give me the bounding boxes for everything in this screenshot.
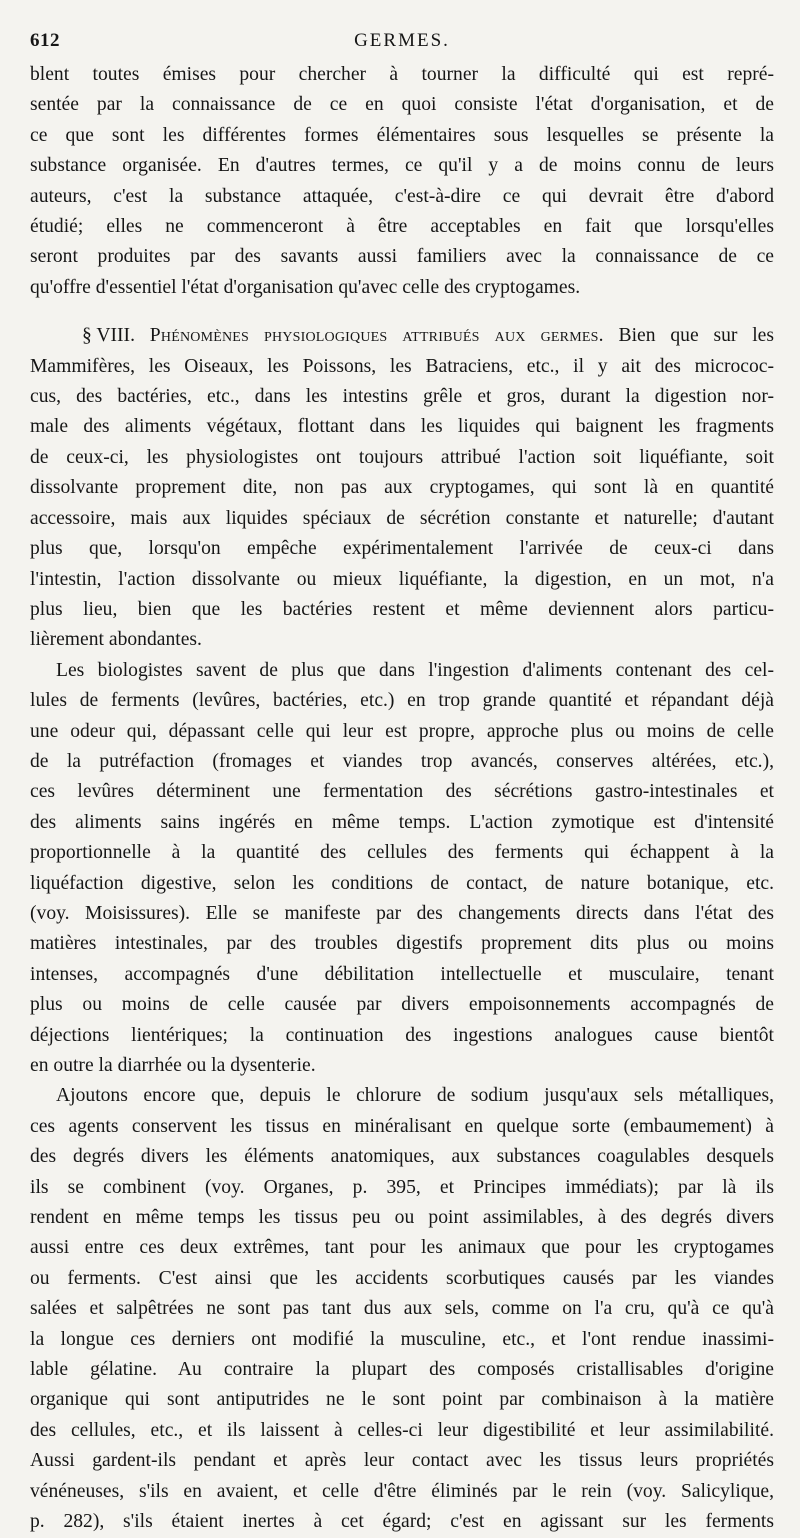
text-line: dissolvante proprement dite, non pas aux cryptogames, qui sont là en quantité — [30, 477, 774, 499]
text-line: p. 282), s'ils étaient inertes à cet égard; c'est en agissant sur les ferments — [30, 1511, 774, 1533]
paragraph-4 — [30, 1081, 774, 1537]
text-line: accessoire, mais aux liquides spéciaux de sécrétion constante et naturelle; d'autant — [30, 507, 774, 529]
text-line: une odeur qui, dépassant celle qui leur est propre, approche plus ou moins de celle — [30, 720, 774, 742]
text-line: Mammifères, les Oiseaux, les Poissons, les Batraciens, etc., il y ait des micrococ- — [30, 355, 774, 377]
text-line: ou ferments. C'est ainsi que les accidents scorbutiques causés par les viandes — [30, 1267, 774, 1289]
text-line: organique qui sont antiputrides ne le sont point par combinaison à la matière — [30, 1389, 774, 1411]
text-line: substance organisée. En d'autres termes, ce qu'il y a de moins connu de leurs — [30, 155, 774, 177]
text-line: plus lieu, bien que les bactéries restent et même deviennent alors particu- — [30, 598, 774, 620]
text-line: la longue ces derniers ont modifié la musculine, etc., et l'ont rendue inassimi- — [30, 1328, 774, 1350]
text-line: ils se combinent (voy. Organes, p. 395, et Principes immédiats); par là ils — [30, 1176, 774, 1198]
text-line: ce que sont les différentes formes élémentaires sous lesquelles se présente la — [30, 124, 774, 146]
page-header — [30, 24, 774, 58]
text-line: lable gélatine. Au contraire la plupart des composés cristallisables d'origine — [30, 1359, 774, 1381]
text-line: des aliments sains ingérés en même temps. L'action zymotique est d'intensité — [30, 811, 774, 833]
section-title: Phénomènes physiologiques attribués aux germes. — [149, 325, 604, 347]
body-text — [30, 60, 774, 1538]
text-line: Aussi gardent-ils pendant et après leur contact avec les tissus leurs propriétés — [30, 1450, 774, 1472]
text-line: salées et salpêtrées ne sont pas tant dus aux sels, comme on l'a cru, qu'à ce qu'à — [30, 1298, 774, 1320]
text-line: ces agents conservent les tissus en minéralisant en quelque sorte (embaumement) à — [30, 1115, 774, 1137]
text-line: cus, des bactéries, etc., dans les intestins grêle et gros, durant la digestion nor- — [30, 386, 774, 408]
text-line: rendent en même temps les tissus peu ou point assimilables, à des degrés divers — [30, 1207, 774, 1229]
text-line: étudié; elles ne commenceront à être acceptables en fait que lorsqu'elles — [30, 216, 774, 238]
section-gap — [30, 303, 774, 321]
text-line: intenses, accompagnés d'une débilitation intellectuelle et musculaire, tenant — [30, 963, 774, 985]
text-line: sentée par la connaissance de ce en quoi consiste l'état d'organisation, et de — [30, 94, 774, 116]
text-line: qu'offre d'essentiel l'état d'organisation qu'avec celle des cryptogames. — [30, 276, 581, 298]
section-heading-line — [30, 321, 774, 351]
text-line: de ceux-ci, les physiologistes ont toujours attribué l'action soit liquéfiante, soit — [30, 446, 774, 468]
text-line: de la putréfaction (fromages et viandes trop avancés, conserves altérées, etc.), — [30, 750, 774, 772]
running-title: GERMES. — [354, 30, 450, 51]
text-line: liquéfaction digestive, selon les conditions de contact, de nature botanique, etc. — [30, 872, 774, 894]
text-line: Bien que sur les — [618, 325, 775, 347]
page-number: 612 — [30, 30, 60, 51]
text-line: lièrement abondantes. — [30, 629, 202, 651]
paragraph-section-viii — [30, 321, 774, 655]
text-line: des cellules, etc., et ils laissent à celles-ci leur digestibilité et leur assimilabilité. — [30, 1419, 774, 1441]
text-line: plus que, lorsqu'on empêche expérimentalement l'arrivée de ceux-ci dans — [30, 538, 774, 560]
paragraph-3 — [30, 656, 774, 1082]
text-line: auteurs, c'est la substance attaquée, c'est-à-dire ce qui devrait être d'abord — [30, 185, 774, 207]
section-mark: § VIII. — [82, 325, 135, 347]
text-line: aussi entre ces deux extrêmes, tant pour les animaux que pour les cryptogames — [30, 1237, 774, 1259]
text-line: vénéneuses, s'ils en avaient, et celle d'être éliminés par le rein (voy. Salicylique, — [30, 1480, 774, 1502]
text-line: ces levûres déterminent une fermentation des sécrétions gastro-intestinales et — [30, 781, 774, 803]
text-line: matières intestinales, par des troubles digestifs proprement dits plus ou moins — [30, 933, 774, 955]
text-line: proportionnelle à la quantité des cellules des ferments qui échappent à la — [30, 842, 774, 864]
text-line: male des aliments végétaux, flottant dans les liquides qui baignent les fragments — [30, 416, 774, 438]
text-line: (voy. Moisissures). Elle se manifeste par des changements directs dans l'état des — [30, 902, 774, 924]
text-line: Ajoutons encore que, depuis le chlorure de sodium jusqu'aux sels métalliques, — [56, 1085, 774, 1107]
paragraph-1 — [30, 60, 774, 303]
text-line: des degrés divers les éléments anatomiques, aux substances coagulables desquels — [30, 1146, 774, 1168]
text-line: déjections lientériques; la continuation des ingestions analogues cause bientôt — [30, 1024, 774, 1046]
text-line: l'intestin, l'action dissolvante ou mieux liquéfiante, la digestion, en un mot, n'a — [30, 568, 774, 590]
text-line: seront produites par des savants aussi familiers avec la connaissance de ce — [30, 246, 774, 268]
text-line: Les biologistes savent de plus que dans l'ingestion d'aliments contenant des cel- — [56, 659, 774, 681]
text-line: plus ou moins de celle causée par divers empoisonnements accompagnés de — [30, 994, 774, 1016]
text-line: blent toutes émises pour chercher à tourner la difficulté qui est repré- — [30, 64, 774, 85]
text-line: en outre la diarrhée ou la dysenterie. — [30, 1055, 316, 1076]
text-line: lules de ferments (levûres, bactéries, etc.) en trop grande quantité et répandant déjà — [30, 690, 774, 712]
